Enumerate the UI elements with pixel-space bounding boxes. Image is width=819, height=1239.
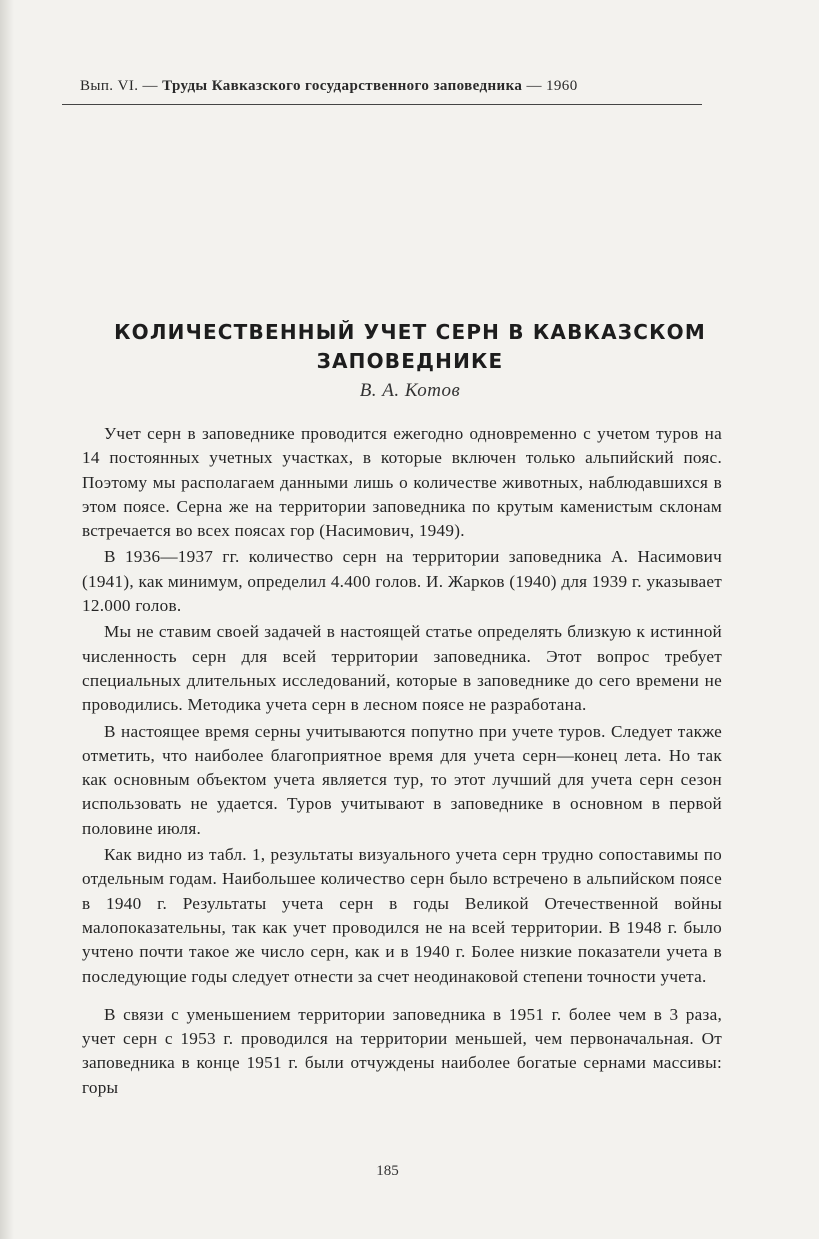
journal-title: Труды Кавказского государственного заповедника <box>162 78 523 94</box>
page-number: 185 <box>376 1163 399 1179</box>
journal-year: — 1960 <box>526 78 578 94</box>
paragraph: Учет серн в заповеднике проводится ежегодно одновременно с учетом туров на 14 постоянных учетных участках, в которые включен только альпийский пояс. Поэтому мы располагаем данными лишь о количестве животных, наблюдавшихся в этом поясе. Серна же на территории заповедника по крутым каменистым склонам встречается во всех поясах гор (Насимович, 1949). <box>82 424 722 541</box>
article-body <box>82 422 722 1102</box>
paragraph: Как видно из табл. 1, результаты визуального учета серн трудно сопоставимы по отдельным годам. Наибольшее количество серн было встречено в альпийском поясе в 1940 г. Результаты учета серн в годы Великой Отечественной войны малопоказательны, так как учет проводился не на всей территории. В 1948 г. было учтено почти такое же число серн, как и в 1940 г. Более низкие показатели учета в последующие годы следует отнести за счет неодинаковой степени точности учета. <box>82 845 722 986</box>
paragraph: Мы не ставим своей задачей в настоящей статье определять близкую к истинной численность серн для всей территории заповедника. Этот вопрос требует специальных длительных исследований, которые в заповеднике до сего времени не проводились. Методика учета серн в лесном поясе не разработана. <box>82 622 722 715</box>
article-author: В. А. Котов <box>359 380 461 401</box>
paragraph: В связи с уменьшением территории заповедника в 1951 г. более чем в 3 раза, учет серн с 1953 г. проводился на территории меньшей, чем первоначальная. От заповедника в конце 1951 г. были отчуждены наиболее богатые сернами массивы: горы <box>82 1004 722 1097</box>
article-title-line-1: КОЛИЧЕСТВЕННЫЙ УЧЕТ СЕРН В КАВКАЗСКОМ <box>114 320 706 344</box>
paragraph: В 1936—1937 гг. количество серн на территории заповедника А. Насимович (1941), как минимум, определил 4.400 голов. И. Жарков (1940) для 1939 г. указывает 12.000 голов. <box>82 547 722 616</box>
article-title-line-2: ЗАПОВЕДНИКЕ <box>316 349 504 373</box>
page-edge-shadow <box>0 0 14 1239</box>
paragraph: В настоящее время серны учитываются попутно при учете туров. Следует также отметить, что наиболее благоприятное время для учета серн—конец лета. Но так как основным объектом учета является тур, то этот лучший для учета серн сезон использовать не удается. Туров учитывают в заповеднике в основном в первой половине июля. <box>82 721 722 838</box>
running-head <box>80 78 700 95</box>
issue-number: Вып. VI. — <box>80 78 158 94</box>
header-rule <box>62 104 702 105</box>
article-title <box>70 318 750 376</box>
